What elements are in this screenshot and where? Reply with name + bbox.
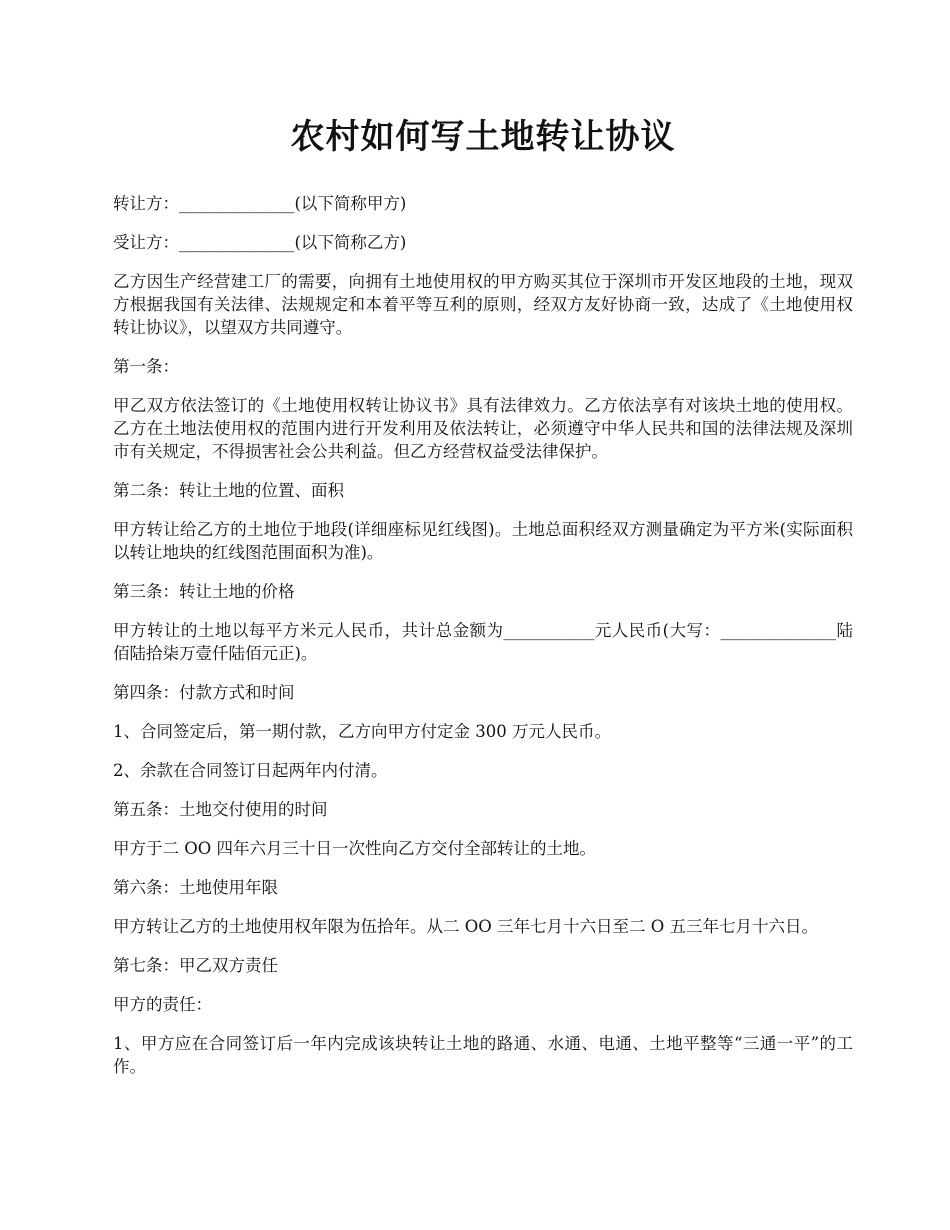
document-title: 农村如何写土地转让协议 — [290, 117, 676, 157]
article-4-item-2: 2、余款在合同签订日起两年内付清。 — [113, 761, 388, 780]
article-4-heading: 第四条：付款方式和时间 — [113, 683, 295, 702]
transferee-line: 受让方：______________(以下简称乙方) — [113, 233, 407, 252]
article-3-heading: 第三条：转让土地的价格 — [113, 582, 295, 601]
article-5-text: 甲方于二 OO 四年六月三十日一次性向乙方交付全部转让的土地。 — [113, 839, 597, 858]
party-a-duty-1: 1、甲方应在合同签订后一年内完成该块转让土地的路通、水通、电通、土地平整等“三通一平”的工作。 — [113, 1034, 853, 1076]
article-6-text: 甲方转让乙方的土地使用权年限为伍拾年。从二 OO 三年七月十六日至二 O 五三年七月十六日。 — [113, 917, 819, 936]
article-2-text: 甲方转让给乙方的土地位于地段(详细座标见红线图)。土地总面积经双方测量确定为平方米(实际面积以转让地块的红线图范围面积为准)。 — [113, 520, 853, 562]
article-2-heading: 第二条：转让土地的位置、面积 — [113, 481, 344, 500]
article-5-heading: 第五条：土地交付使用的时间 — [113, 800, 328, 819]
article-3-text: 甲方转让的土地以每平方米元人民币，共计总金额为___________元人民币(大写：______________陆佰陆拾柒万壹仟陆佰元正)。 — [113, 621, 853, 663]
transferor-line: 转让方：______________(以下简称甲方) — [113, 194, 407, 213]
article-4-item-1: 1、合同签定后，第一期付款，乙方向甲方付定金 300 万元人民币。 — [113, 722, 611, 741]
article-6-heading: 第六条：土地使用年限 — [113, 878, 278, 897]
article-7-heading: 第七条：甲乙双方责任 — [113, 956, 278, 975]
intro-paragraph: 乙方因生产经营建工厂的需要，向拥有土地使用权的甲方购买其位于深圳市开发区地段的土地，现双方根据我国有关法律、法规规定和本着平等互利的原则，经双方友好协商一致，达成了《土地使用权转让协议》，以望双方共同遵守。 — [113, 272, 853, 337]
article-1-heading: 第一条： — [113, 357, 179, 376]
party-a-duties-heading: 甲方的责任： — [113, 995, 212, 1014]
document-page — [113, 108, 853, 1094]
article-1-text: 甲乙双方依法签订的《土地使用权转让协议书》具有法律效力。乙方依法享有对该块土地的使用权。乙方在土地法使用权的范围内进行开发利用及依法转让，必须遵守中华人民共和国的法律法规及深圳市有关规定，不得损害社会公共利益。但乙方经营权益受法律保护。 — [113, 396, 853, 461]
